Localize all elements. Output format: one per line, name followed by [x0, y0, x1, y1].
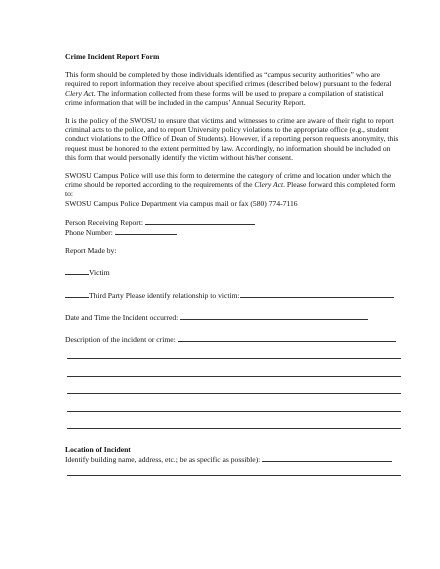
victim-row — [65, 267, 402, 277]
description-row — [65, 334, 402, 344]
report-made-by-label: Report Made by: — [65, 246, 117, 256]
date-time-field[interactable] — [180, 312, 368, 320]
description-field[interactable] — [178, 334, 396, 342]
description-line-3[interactable] — [67, 393, 401, 394]
phone-row — [65, 227, 402, 237]
description-line-1[interactable] — [67, 358, 401, 359]
description-label: Description of the incident or crime: — [65, 335, 176, 345]
person-receiving-field[interactable] — [145, 217, 255, 225]
person-receiving-row — [65, 217, 402, 227]
location-heading: Location of Incident — [65, 445, 131, 455]
location-line-2[interactable] — [67, 475, 401, 476]
third-party-label: Third Party Please identify relationship to victim: — [89, 290, 240, 300]
intro-p3-text-b: . Please forward this completed form to: — [65, 180, 396, 199]
third-party-relationship-field[interactable] — [240, 290, 394, 298]
intro-p1-clery-act: Clery Act — [65, 88, 94, 98]
intro-paragraph-1 — [65, 70, 402, 107]
location-row — [65, 454, 402, 464]
third-party-row — [65, 290, 402, 300]
description-line-2[interactable] — [67, 376, 401, 377]
intro-p1-text-b: . The information collected from these forms will be used to prepare a compilation of statistical crime information that will be included in the campus’ Annual Security Report. — [65, 88, 384, 107]
date-time-row — [65, 312, 402, 322]
phone-field[interactable] — [115, 227, 177, 235]
victim-checkbox-line[interactable] — [65, 267, 89, 275]
person-receiving-label: Person Receiving Report: — [65, 217, 144, 227]
description-line-4[interactable] — [67, 411, 401, 412]
third-party-checkbox-line[interactable] — [65, 290, 89, 298]
intro-p3-text-a: SWOSU Campus Police will use this form to determine the category of crime and location under which the crime should be reported according to the requirements of the — [65, 171, 392, 190]
victim-label: Victim — [89, 268, 110, 278]
intro-paragraph-2: It is the policy of the SWOSU to ensure that victims and witnesses to crime are aware of their right to report criminal acts to the police, and to report University policy violations to the appropriate office (e.g., student conduct violations to the Office of Dean of Students). However, if a reporting person requests anonymity, this request must be honored to the extent permitted by law. Accordingly, no information should be included on this form that would personally identify the victim without his/her consent. — [65, 116, 399, 162]
intro-p3-clery-act: Clery Act — [254, 180, 284, 190]
intro-p3-text-c: SWOSU Campus Police Department via campus mail or fax (580) 774-7116 — [65, 198, 298, 208]
phone-label: Phone Number: — [65, 228, 113, 238]
intro-paragraph-3 — [65, 171, 402, 208]
date-time-label: Date and Time the Incident occurred: — [65, 312, 179, 322]
intro-p1-text-a: This form should be completed by those individuals identified as “campus security authorities” who are required to report information they receive about specified crimes (described below) pursuant to the federal — [65, 70, 392, 89]
location-label: Identify building name, address, etc.; be as specific as possible): — [65, 455, 261, 465]
location-field[interactable] — [262, 454, 392, 462]
description-line-5[interactable] — [67, 428, 401, 429]
form-title: Crime Incident Report Form — [65, 52, 160, 61]
